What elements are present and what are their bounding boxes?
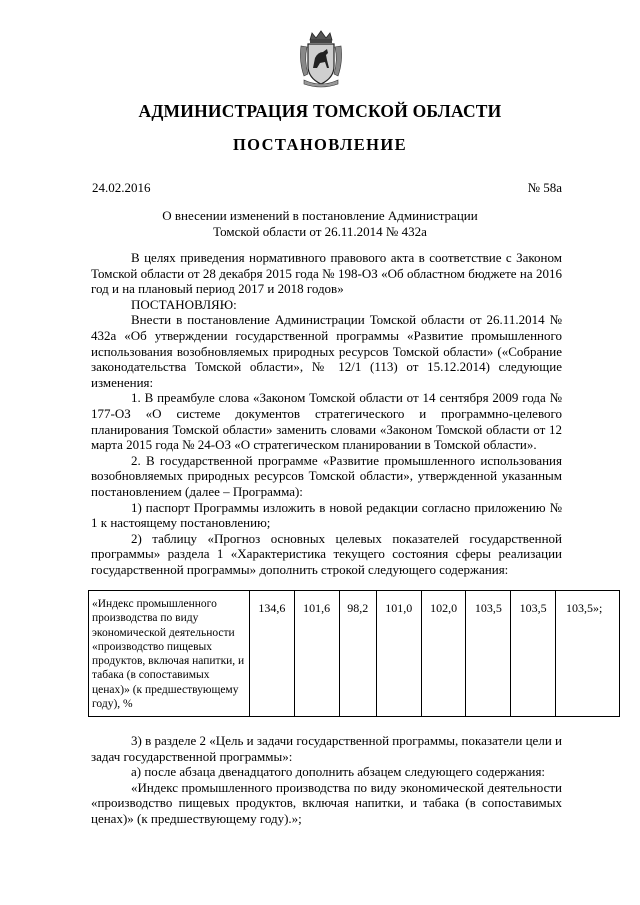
document-subject [0, 208, 640, 239]
paragraph-item-1: 1. В преамбуле слова «Законом Томской области от 14 сентября 2009 года № 177-ОЗ «О системе документов стратегического и программно-целевого планирования Томской области» заменить словами «Законом Томской области от 12 марта 2015 года № 24-ОЗ «О стратегическом планировании в Томской области». [91, 390, 562, 453]
paragraph-subitem-a: а) после абзаца двенадцатого дополнить абзацем следующего содержания: [131, 764, 546, 780]
paragraph-subitem-1: 1) паспорт Программы изложить в новой редакции согласно приложению № 1 к настоящему постановлению; [91, 499, 562, 531]
indicator-value: 103,5 [511, 591, 556, 717]
paragraph-amend-intro: Внести в постановление Администрации Томской области от 26.11.2014 № 432а «Об утверждении государственной программы «Развитие промышленного использования возобновляемых природных ресурсов Томской области» («Собрание законодательства Томской области», № 12/1 (113) от 15.12.2014) следующие изменения: [91, 312, 562, 390]
indicator-value: 101,6 [294, 591, 339, 717]
subject-line-2: Томской области от 26.11.2014 № 432а [213, 223, 427, 239]
document-type: ПОСТАНОВЛЕНИЕ [232, 135, 408, 154]
document-body-continued [91, 733, 562, 827]
indicator-value: 103,5 [466, 591, 511, 717]
indicator-value: 134,6 [250, 591, 295, 717]
paragraph-quote: «Индекс промышленного производства по виду экономической деятельности «производство пищевых продуктов, включая напитки, и табака (в сопоставимых ценах)» (к предшествующему году).»; [91, 779, 562, 826]
indicator-value: 101,0 [376, 591, 421, 717]
paragraph-preamble: В целях приведения нормативного правового акта в соответствие с Законом Томской области от 28 декабря 2015 года № 198-ОЗ «Об областном бюджете на 2016 год и на плановый период 2017 и 2018 годов» [91, 250, 562, 297]
indicator-value: 98,2 [339, 591, 376, 717]
document-number: № 58а [527, 180, 562, 195]
indicator-label: «Индекс промышленного производства по виду экономической деятельности «производство пищевых продуктов, включая напитки, и табака (в сопоставимых ценах)» (к предшествующему году), % [89, 591, 250, 717]
table-row [89, 591, 620, 717]
paragraph-item-2: 2. В государственной программе «Развитие промышленного использования возобновляемых природных ресурсов Томской области», утвержденной указанным постановлением (далее – Программа): [91, 452, 562, 499]
document-body [91, 250, 562, 577]
paragraph-subitem-2: 2) таблицу «Прогноз основных целевых показателей государственной программы» раздела 1 «Характеристика текущего состояния сферы реализации государственной программы» дополнить строкой следующего содержания: [91, 530, 562, 577]
indicator-table [88, 590, 620, 717]
indicator-value: 103,5»; [556, 591, 620, 717]
indicator-value: 102,0 [421, 591, 466, 717]
document-date: 24.02.2016 [92, 180, 151, 195]
coat-of-arms-icon [298, 30, 344, 90]
paragraph-subitem-3: 3) в разделе 2 «Цель и задачи государственной программы, показатели цели и задач государственной программы»: [91, 733, 562, 764]
organization-title: АДМИНИСТРАЦИЯ ТОМСКОЙ ОБЛАСТИ [138, 101, 502, 121]
paragraph-resolve: ПОСТАНОВЛЯЮ: [131, 296, 237, 312]
subject-line-1: О внесении изменений в постановление Администрации [162, 208, 478, 223]
